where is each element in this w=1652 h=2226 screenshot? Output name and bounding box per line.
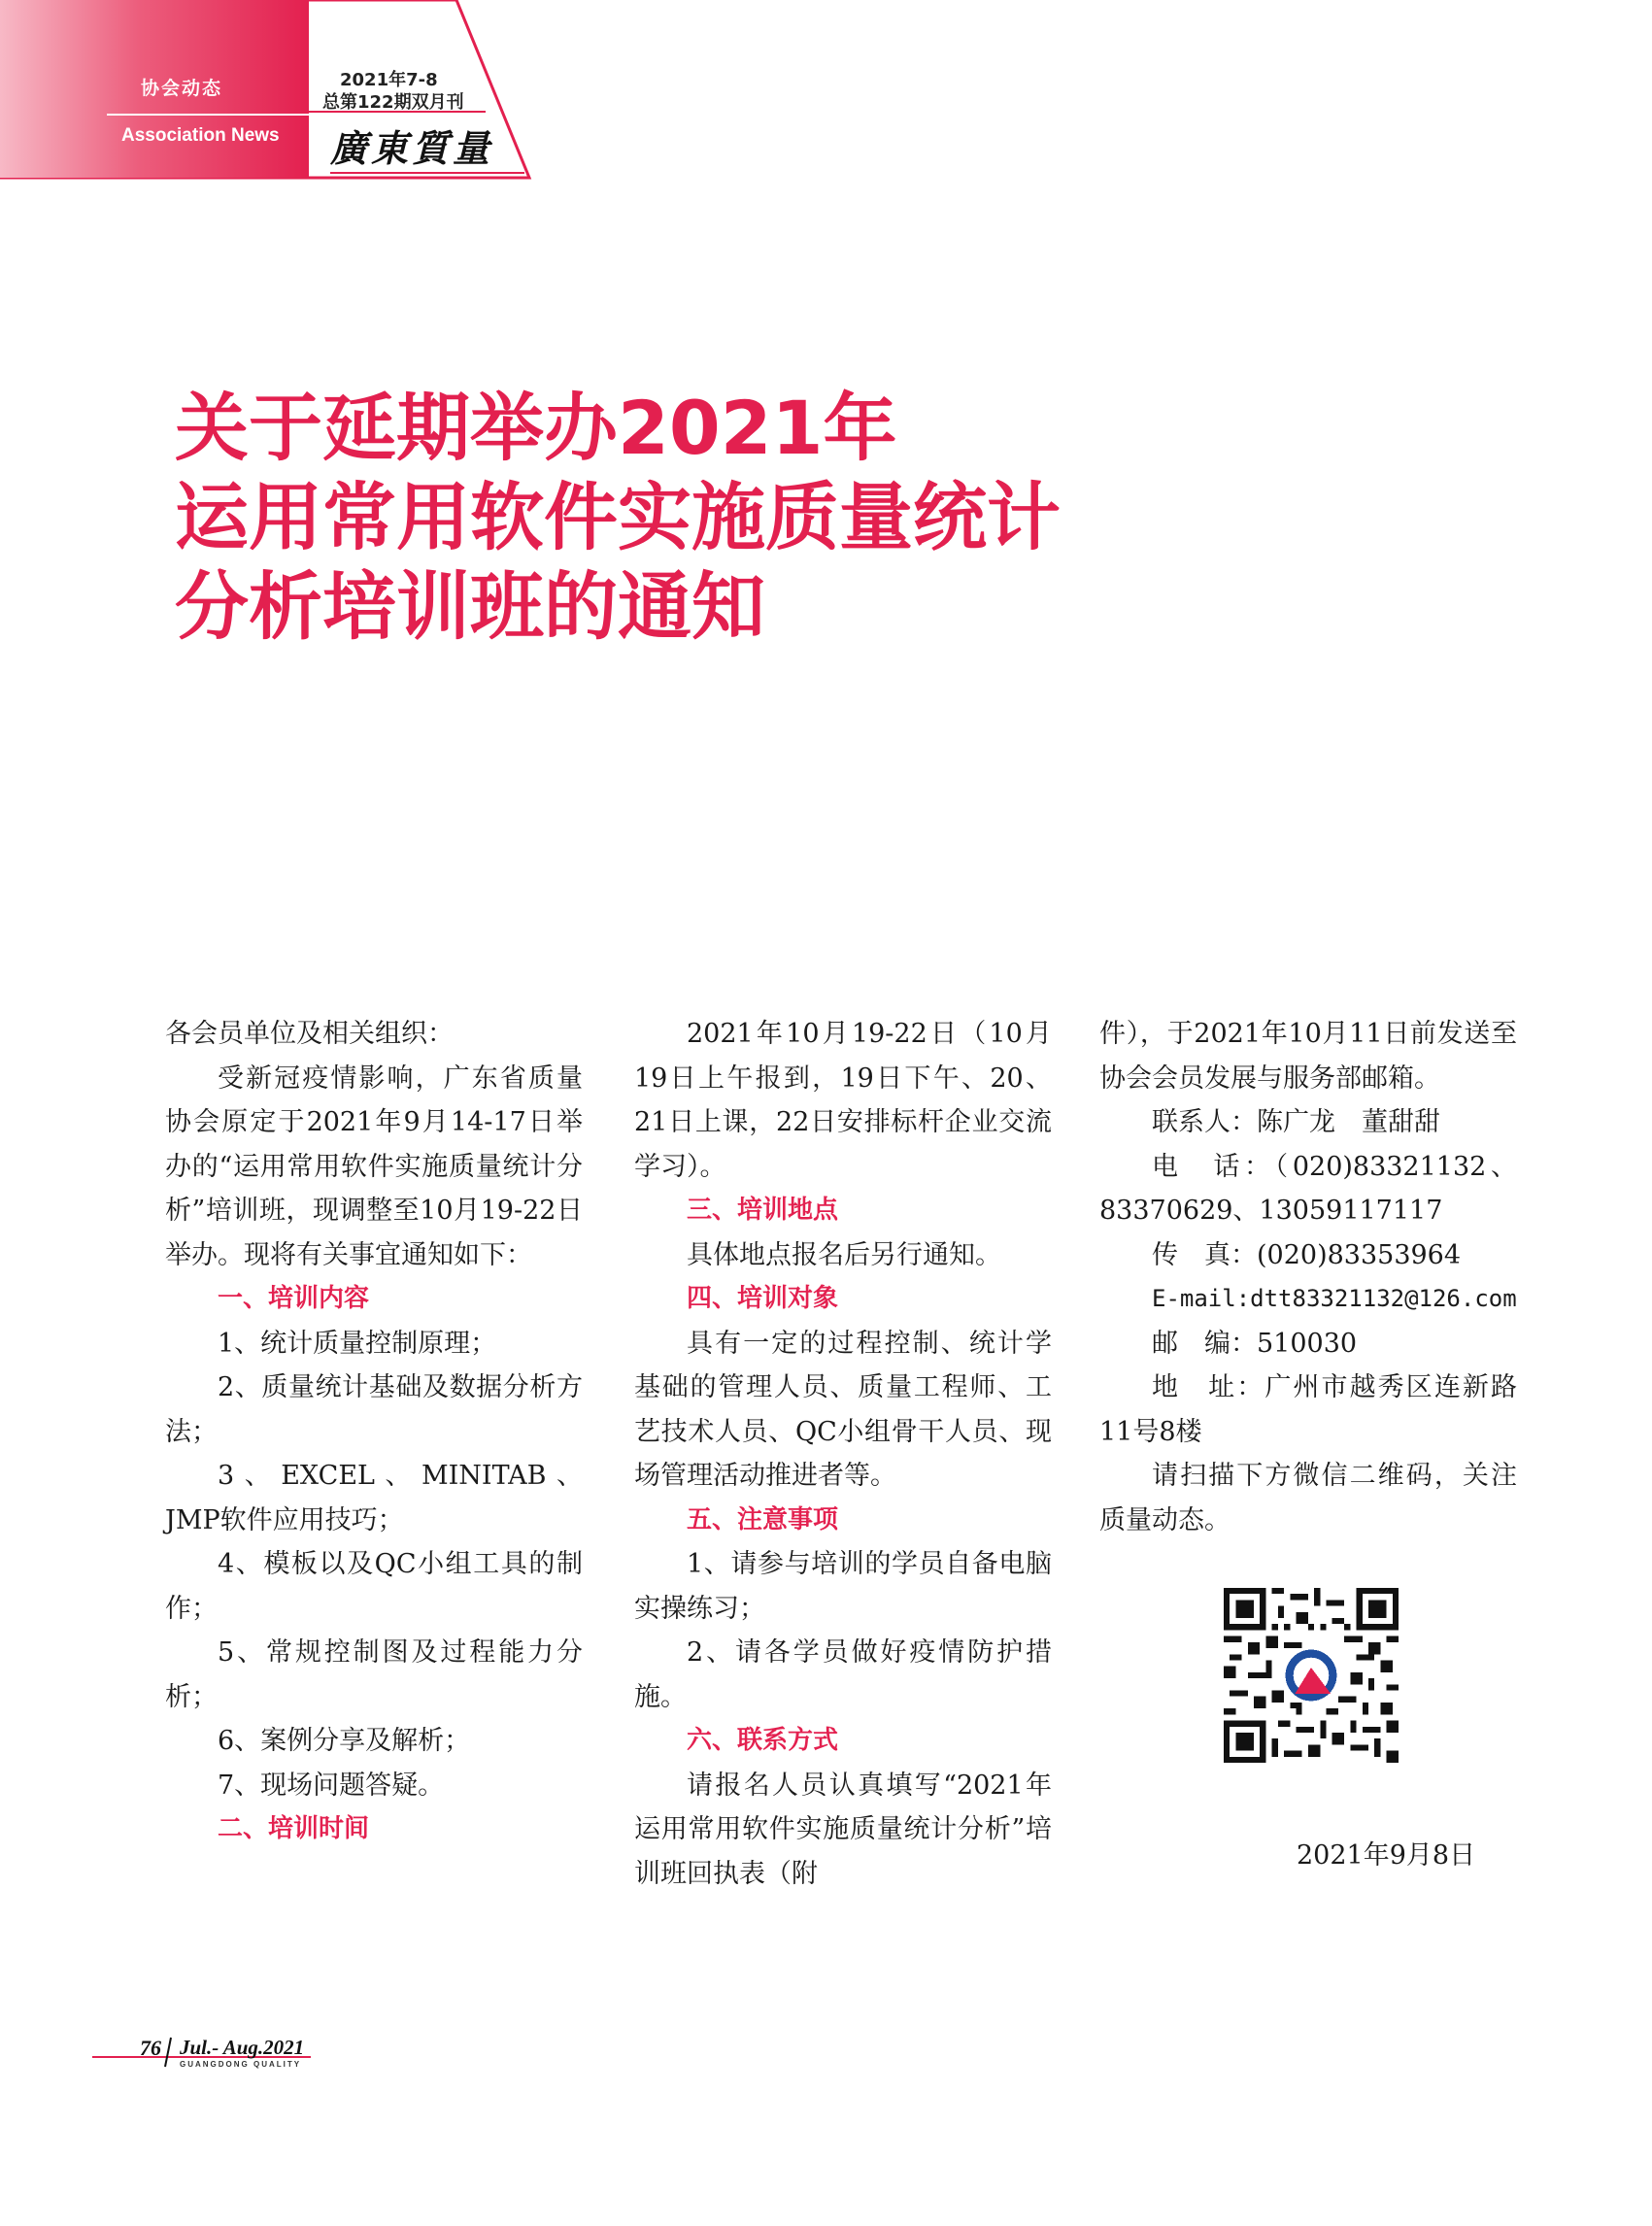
footer-issue-date: Jul.- Aug.2021 [180,2036,305,2059]
contact-person: 联系人：陈广龙 董甜甜 [1152,1107,1440,1137]
list-item: 2、质量统计基础及数据分析方法； [165,1372,583,1447]
issue-number: 总第122期双月刊 [322,92,464,113]
section-category-cn: 协会动态 [141,78,223,99]
time-paragraph: 2021年10月19-22日（10月19日上午报到，19日下午、20、21日上课，22日安排标杆企业交流学习）。 [634,1019,1052,1182]
list-item: 3、EXCEL、MINITAB、JMP软件应用技巧； [165,1461,583,1535]
heading-training-place: 三、培训地点 [687,1196,839,1225]
contact-postcode: 邮 编：510030 [1152,1328,1358,1359]
article-title [175,384,1340,652]
heading-notes: 五、注意事项 [687,1504,839,1535]
heading-training-target: 四、培训对象 [687,1284,839,1313]
column-2 [634,1012,1052,1896]
salutation: 各会员单位及相关组织： [165,1019,454,1049]
wechat-qr-code[interactable] [1224,1588,1399,1763]
intro-paragraph: 受新冠疫情影响，广东省质量协会原定于2021年9月14-17日举办的“运用常用软件实施质量统计分析”培训班，现调整至10月19-22日举办。现将有关事宜通知如下： [165,1062,583,1270]
title-line-1: 关于延期举办2021年 [175,385,897,471]
column-1 [165,1012,583,1852]
list-item: 7、现场问题答疑。 [218,1770,445,1801]
contact-paragraph: 请报名人员认真填写“2021年运用常用软件实施质量统计分析”培训班回执表（附 [634,1770,1053,1889]
contact-fax: 传 真：(020)83353964 [1152,1239,1462,1270]
page-number: 76 [140,2036,161,2060]
contact-phone: 电 话：（020)83321132、83370629、13059117117 [1099,1151,1517,1226]
list-item: 4、模板以及QC小组工具的制作； [165,1549,583,1624]
column-3 [1099,1012,1517,1542]
qr-hint: 请扫描下方微信二维码，关注质量动态。 [1099,1461,1517,1535]
heading-training-content: 一、培训内容 [218,1284,370,1313]
target-paragraph: 具有一定的过程控制、统计学基础的管理人员、质量工程师、工艺技术人员、QC小组骨干人员、现场管理活动推进者等。 [634,1328,1052,1491]
contact-address: 地 址：广州市越秀区连新路11号8楼 [1099,1372,1517,1447]
title-line-3: 分析培训班的通知 [175,563,765,650]
heading-training-time: 二、培训时间 [218,1814,370,1843]
note-item: 2、请各学员做好疫情防护措施。 [634,1637,1052,1712]
magazine-logo: 廣東質量 [330,126,494,170]
list-item: 1、统计质量控制原理； [218,1328,497,1359]
heading-contact: 六、联系方式 [687,1726,839,1755]
notice-date: 2021年9月8日 [1297,1840,1476,1871]
note-item: 1、请参与培训的学员自备电脑实操练习； [634,1549,1052,1624]
section-category-en: Association News [121,125,280,146]
contact-paragraph-cont: 件），于2021年10月11日前发送至协会会员发展与服务部邮箱。 [1099,1019,1517,1094]
contact-email: E-mail:dtt83321132@126.com [1152,1285,1517,1312]
title-line-2: 运用常用软件实施质量统计 [175,474,1061,560]
issue-date: 2021年7-8 [340,70,438,90]
footer-magazine-name: GUANGDONG QUALITY [180,2060,302,2069]
place-paragraph: 具体地点报名后另行通知。 [687,1239,1001,1270]
list-item: 6、案例分享及解析； [218,1726,471,1756]
list-item: 5、常规控制图及过程能力分析； [165,1637,583,1712]
